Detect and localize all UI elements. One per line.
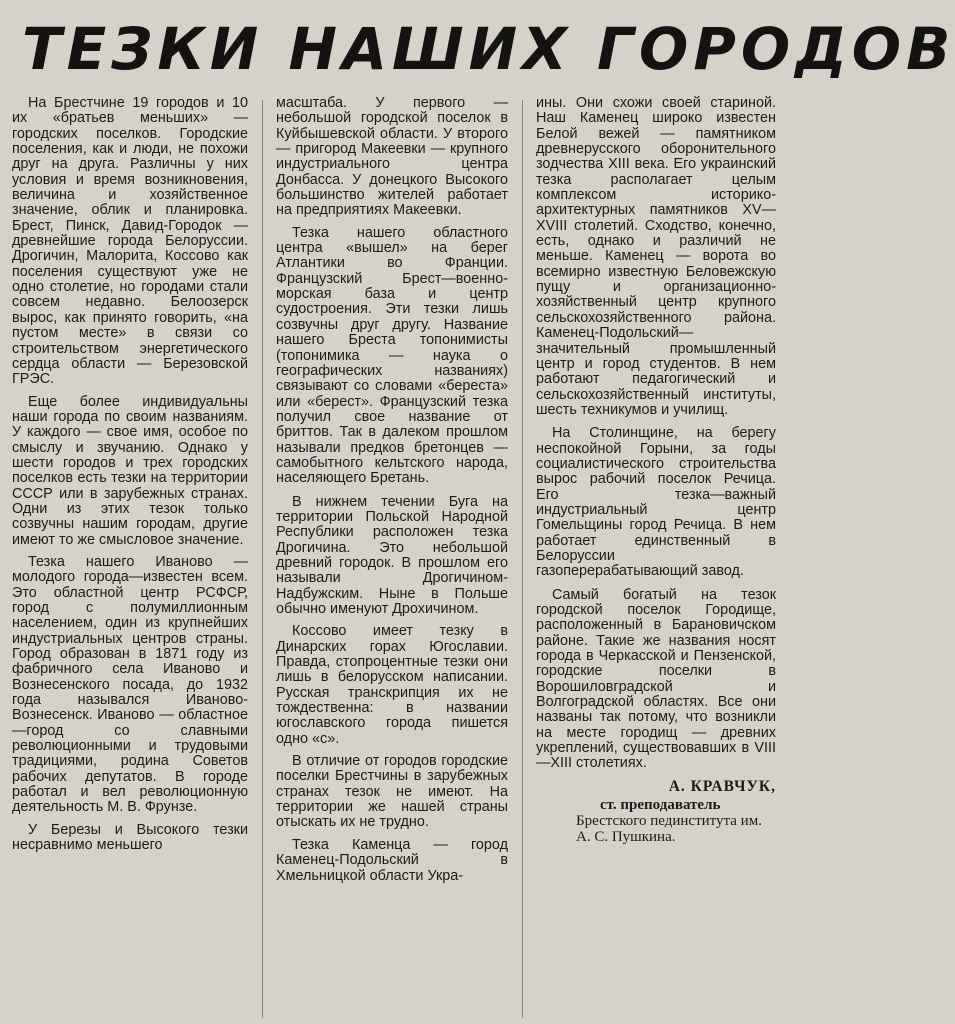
author-name: А. КРАВЧУК,	[668, 777, 776, 795]
author-affiliation: Брестского пединститута им. А. С.	[576, 812, 762, 845]
paragraph: Еще более индивидуальны наши города по своим названиям. У каждого — свое имя, особое по смыслу и звучанию. Однако у шести городов и трех городских поселков есть тезки на территории СССР или в зарубежных странах. Одни из этих тезок только созвучны нашим городам, другие имеют то же смысловое значение.	[12, 393, 248, 548]
author-position: ст. преподаватель	[600, 796, 721, 813]
paragraph: Коссово имеет тезку в Динарских горах Югославии. Правда, стопроцентные тезки они лишь в белорусском написании. Русская транскрипция их не тождественна: в названии югославского города пишется одно «с».	[276, 623, 508, 747]
author-affiliation-end: Пушкина.	[611, 828, 676, 845]
paragraph: На Брестчине 19 городов и 10 их «братьев меньших» — городских поселков. Городские поселения, как и люди, не похожи друг на друга. Различны у них условия и время возникновения, величина и хозяйственное значение, облик и планировка. Брест, Пинск, Давид-Городок — древнейшие города Белоруссии. Дрогичин, Малорита, Коссово как поселения существуют уже не одно столетие, но городами стали совсем недавно. Белоозерск вырос, как принято говорить, «на пустом месте» в связи со строительством энергетического сердца области — Березовской ГРЭС.	[12, 95, 248, 388]
paragraph: У Березы и Высокого тезки несравнимо меньшего	[12, 821, 248, 854]
paragraph: На Столинщине, на берегу неспокойной Горыни, за годы социалистического строительства вырос рабочий поселок Речица. Его тезка—важный индустриальный центр Гомельщины город Речица. В нем работает единственный в Белоруссии газоперерабатывающий завод.	[536, 425, 776, 580]
column-divider	[522, 100, 523, 1018]
paragraph: Тезка нашего областного центра «вышел» на берег Атлантики во Франции. Французский Брест—военно-морская база и центр судостроения. Эти тезки лишь созвучны друг другу. Название нашего Бреста топонимисты (топонимика — наука о географических названиях) связывают со словами «береста» или «берест». Французский тезка получил свое название от бриттов. Так в далеком прошлом называли предков бретонцев — самобытного кельтского народа, населяющего Бретань.	[276, 224, 508, 487]
article-column-3	[536, 96, 776, 845]
article-headline: ТЕЗКИ НАШИХ ГОРОДОВ	[22, 15, 955, 83]
paragraph: Тезка нашего Иваново — молодого города—известен всем. Это областной центр РСФСР, город с полумиллионным населением, один из крупнейших индустриальных центров страны. Город образован в 1871 году из фабричного села Иваново и Вознесенского посада, до 1932 года назывался Иваново-Вознесенск. Иваново — областное—город со славными революционными и трудовыми традициями, родина Советов рабочих депутатов. В городе работал и вел революционную деятельность М. В. Фрунзе.	[12, 553, 248, 816]
paragraph: В нижнем течении Буга на территории Польской Народной Республики расположен тезка Дрогичина. Это небольшой древний городок. В прошлом его называли Дрогичином-Надбужским. Ныне в Польше обычно именуют Дрохичином.	[276, 493, 508, 617]
paragraph: ины. Они схожи своей стариной. Наш Каменец широко известен Белой вежей — памятником древнерусского оборонительного зодчества XIII века. Его украинский тезка располагает целым комплексом историко-архитектурных памятников XV—XVIII столетий. Сходство, конечно, есть, однако и различий не меньше. Каменец — ворота во всемирно известную Беловежскую пущу и организационно-хозяйственный центр крупного сельскохозяйственного района. Каменец-Подольский—значительный промышленный центр и город студентов. В нем работают педагогический и сельскохозяйственный институты, шесть техникумов и училищ.	[536, 95, 776, 418]
article-column-2	[276, 96, 508, 891]
paragraph: Тезка Каменца — город Каменец-Подольский в Хмельницкой области Укра-	[276, 836, 508, 884]
author-signature	[576, 779, 776, 845]
column-divider	[262, 100, 263, 1018]
paragraph: Самый богатый на тезок городской поселок Городище, расположенный в Барановичском районе. Такие же названия носят города в Черкасской и Пензенской, городские поселки в Ворошиловградской и Волгоградской областях. Все они названы так потому, что возникли на месте городищ — древних укреплений, существовавших в VIII—XIII столетиях.	[536, 586, 776, 772]
paragraph: В отличие от городов городские поселки Брестчины в зарубежных странах тезок не имеют. На территории же нашей страны отыскать их не трудно.	[276, 753, 508, 831]
article-column-1	[12, 96, 248, 861]
paragraph: масштаба. У первого — небольшой городской поселок в Куйбышевской области. У второго — пригород Макеевки — крупного индустриального центра Донбасса. У донецкого Высокого большинство жителей работает на предприятиях Макеевки.	[276, 95, 508, 219]
